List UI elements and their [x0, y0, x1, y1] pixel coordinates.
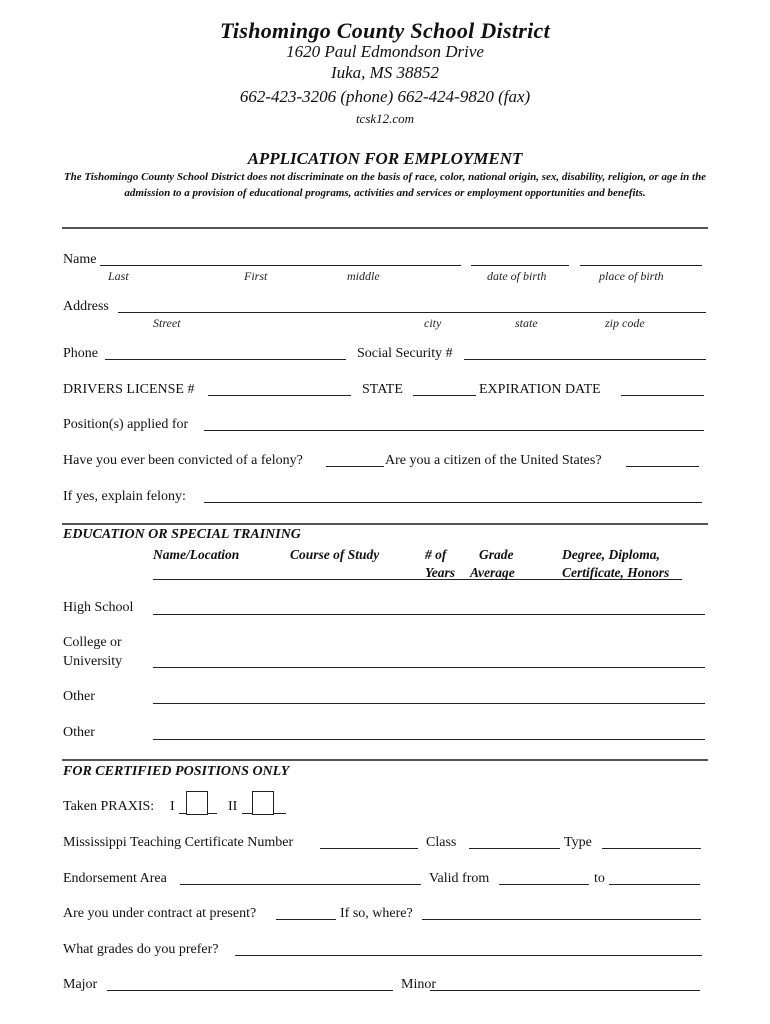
- col-name-location: Name/Location: [153, 547, 240, 562]
- praxis-1-checkbox[interactable]: [186, 791, 208, 815]
- district-name: Tishomingo County School District: [220, 18, 550, 43]
- cert-number-label: Mississippi Teaching Certificate Number: [63, 835, 294, 850]
- certified-section-title: FOR CERTIFIED POSITIONS ONLY: [63, 764, 290, 779]
- valid-from-field[interactable]: [499, 884, 589, 885]
- endorsement-label: Endorsement Area: [63, 871, 167, 886]
- row-high-school-label: High School: [63, 600, 134, 615]
- column-header-underline: [153, 579, 682, 580]
- col-num-of: # of: [425, 547, 447, 562]
- college-field[interactable]: [153, 667, 705, 668]
- type-field[interactable]: [602, 848, 701, 849]
- major-field[interactable]: [107, 990, 393, 991]
- section-divider: [62, 759, 708, 761]
- name-sub-last: Last: [108, 269, 129, 283]
- row-other-label-1: Other: [63, 689, 95, 704]
- phone-field[interactable]: [105, 359, 346, 360]
- where-field[interactable]: [422, 919, 701, 920]
- pob-field[interactable]: [580, 265, 702, 266]
- address-sub-street: Street: [153, 316, 181, 330]
- col-years: Years: [425, 565, 455, 580]
- praxis-2-label: II: [228, 799, 238, 814]
- major-label: Major: [63, 977, 98, 992]
- valid-from-label: Valid from: [429, 871, 490, 886]
- where-label: If so, where?: [340, 906, 413, 921]
- row-college-label-1: College or: [63, 635, 122, 650]
- minor-field[interactable]: [430, 990, 700, 991]
- license-state-field[interactable]: [413, 395, 476, 396]
- felony-field[interactable]: [326, 466, 384, 467]
- name-sub-pob: place of birth: [599, 269, 664, 283]
- position-field[interactable]: [204, 430, 704, 431]
- expiration-field[interactable]: [621, 395, 704, 396]
- license-field[interactable]: [208, 395, 351, 396]
- district-street: 1620 Paul Edmondson Drive: [286, 42, 484, 61]
- name-sub-dob: date of birth: [487, 269, 547, 283]
- address-sub-zip: zip code: [605, 316, 645, 330]
- ssn-field[interactable]: [464, 359, 706, 360]
- name-sub-middle: middle: [347, 269, 380, 283]
- expiration-label: EXPIRATION DATE: [479, 382, 601, 397]
- address-sub-city: city: [424, 316, 442, 330]
- cert-number-field[interactable]: [320, 848, 418, 849]
- grades-label: What grades do you prefer?: [63, 942, 219, 957]
- section-divider: [62, 227, 708, 229]
- contract-field[interactable]: [276, 919, 336, 920]
- name-sub-first: First: [244, 269, 268, 283]
- col-average: Average: [470, 565, 515, 580]
- high-school-field[interactable]: [153, 614, 705, 615]
- explain-felony-field[interactable]: [204, 502, 702, 503]
- citizen-label: Are you a citizen of the United States?: [385, 453, 602, 468]
- row-college-label-2: University: [63, 654, 123, 669]
- type-label: Type: [564, 835, 592, 850]
- valid-to-field[interactable]: [609, 884, 700, 885]
- disclaimer: The Tishomingo County School District does not discriminate on the basis of race, color, national origin, sex, disability, religion, or age in the admission to a provision of educational programs, activities and services or employment opportunities and benefits.: [63, 171, 707, 199]
- col-grade: Grade: [479, 547, 514, 562]
- grades-field[interactable]: [235, 955, 702, 956]
- class-label: Class: [426, 835, 457, 850]
- felony-label: Have you ever been convicted of a felony?: [63, 453, 303, 468]
- other-field-1[interactable]: [153, 703, 705, 704]
- address-sub-state: state: [515, 316, 538, 330]
- license-label: DRIVERS LICENSE #: [63, 382, 195, 397]
- license-state-label: STATE: [362, 382, 403, 397]
- valid-to-label: to: [594, 871, 605, 886]
- praxis-1-label: I: [170, 799, 175, 814]
- col-course: Course of Study: [290, 547, 380, 562]
- citizen-field[interactable]: [626, 466, 699, 467]
- name-label: Name: [63, 252, 97, 267]
- col-degree: Degree, Diploma,: [562, 547, 660, 562]
- name-field[interactable]: [100, 265, 461, 266]
- contract-label: Are you under contract at present?: [63, 906, 257, 921]
- section-divider: [62, 523, 708, 525]
- education-section-title: EDUCATION OR SPECIAL TRAINING: [63, 527, 301, 542]
- phone-label: Phone: [63, 346, 98, 361]
- district-website: tcsk12.com: [355, 111, 415, 126]
- endorsement-field[interactable]: [180, 884, 421, 885]
- position-label: Position(s) applied for: [63, 417, 189, 432]
- dob-field[interactable]: [471, 265, 569, 266]
- class-field[interactable]: [469, 848, 560, 849]
- row-other-label-2: Other: [63, 725, 95, 740]
- praxis-label: Taken PRAXIS:: [63, 799, 155, 814]
- other-field-2[interactable]: [153, 739, 705, 740]
- form-title: APPLICATION FOR EMPLOYMENT: [247, 149, 523, 168]
- district-city: Iuka, MS 38852: [330, 63, 440, 82]
- minor-label: Minor: [401, 977, 436, 992]
- praxis-2-checkbox[interactable]: [252, 791, 274, 815]
- col-certificate: Certificate, Honors: [562, 565, 670, 580]
- ssn-label: Social Security #: [357, 346, 453, 361]
- explain-felony-label: If yes, explain felony:: [63, 489, 186, 504]
- address-field[interactable]: [118, 312, 706, 313]
- district-phone-fax: 662-423-3206 (phone) 662-424-9820 (fax): [239, 87, 531, 106]
- address-label: Address: [63, 299, 109, 314]
